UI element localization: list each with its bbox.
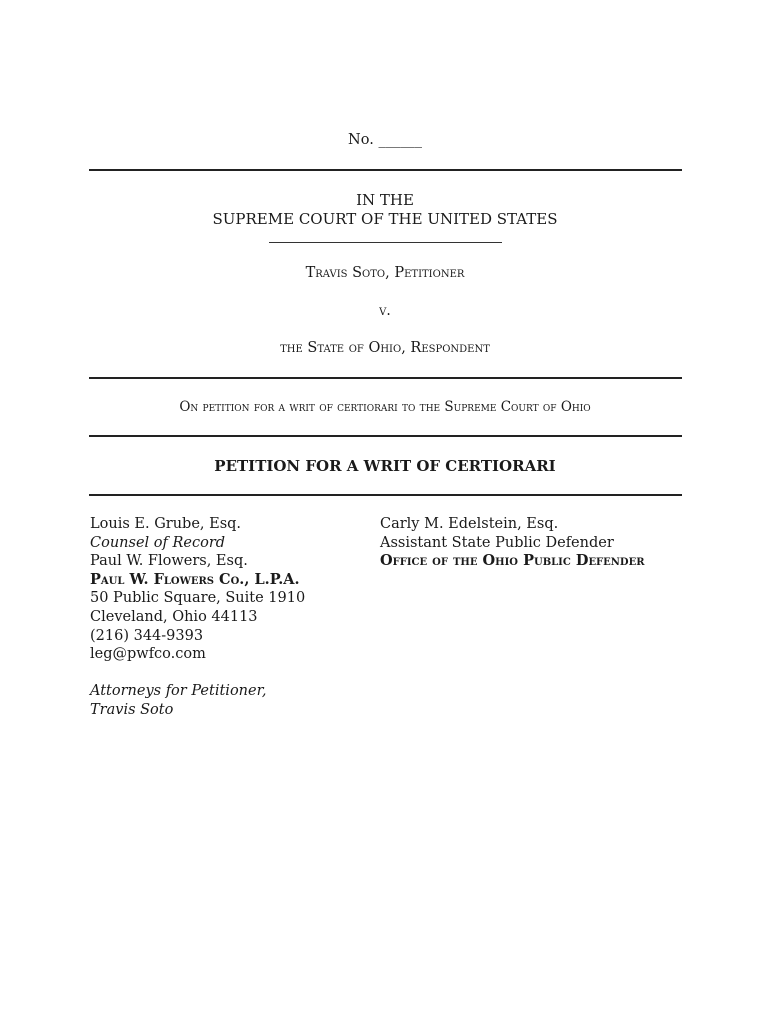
docket-number bbox=[0, 131, 770, 149]
attorneys-for-line-1: Attorneys for Petitioner, bbox=[90, 683, 267, 700]
court-short-rule bbox=[269, 242, 502, 243]
phone-number: (216) 344-9393 bbox=[90, 627, 204, 644]
on-petition-line: On petition for a writ of certiorari to the Supreme Court of Ohio bbox=[179, 399, 591, 415]
email-address: leg@pwfco.com bbox=[90, 646, 206, 663]
court-name: SUPREME COURT OF THE UNITED STATES bbox=[212, 210, 558, 228]
defender-name: Carly M. Edelstein, Esq. bbox=[380, 516, 559, 532]
counsel-name: Louis E. Grube, Esq. bbox=[90, 516, 242, 532]
spacer bbox=[90, 664, 305, 683]
counsel-role: Counsel of Record bbox=[90, 534, 226, 551]
parties-rule bbox=[89, 377, 682, 379]
attorneys-for-line-2: Travis Soto bbox=[90, 701, 174, 718]
top-rule bbox=[89, 169, 682, 171]
petition-rule-upper bbox=[89, 435, 682, 437]
petitioner-line: Travis Soto, Petitioner bbox=[305, 265, 465, 281]
right-counsel-block bbox=[380, 515, 645, 571]
defender-office: Office of the Ohio Public Defender bbox=[380, 552, 645, 570]
docket-label: No. bbox=[348, 132, 374, 148]
court-line-1: IN THE bbox=[356, 191, 414, 209]
respondent-line: the State of Ohio, Respondent bbox=[280, 340, 490, 356]
address-line-1: 50 Public Square, Suite 1910 bbox=[90, 590, 306, 607]
petition-rule-lower bbox=[89, 494, 682, 496]
left-counsel-block bbox=[90, 515, 305, 720]
versus-line: v. bbox=[379, 303, 391, 319]
co-counsel-name: Paul W. Flowers, Esq. bbox=[90, 553, 248, 570]
docket-blank: ______ bbox=[378, 132, 422, 148]
defender-title: Assistant State Public Defender bbox=[380, 534, 614, 551]
document-title: PETITION FOR A WRIT OF CERTIORARI bbox=[214, 457, 556, 475]
address-line-2: Cleveland, Ohio 44113 bbox=[90, 608, 258, 625]
firm-name: Paul W. Flowers Co., L.P.A. bbox=[90, 570, 300, 588]
